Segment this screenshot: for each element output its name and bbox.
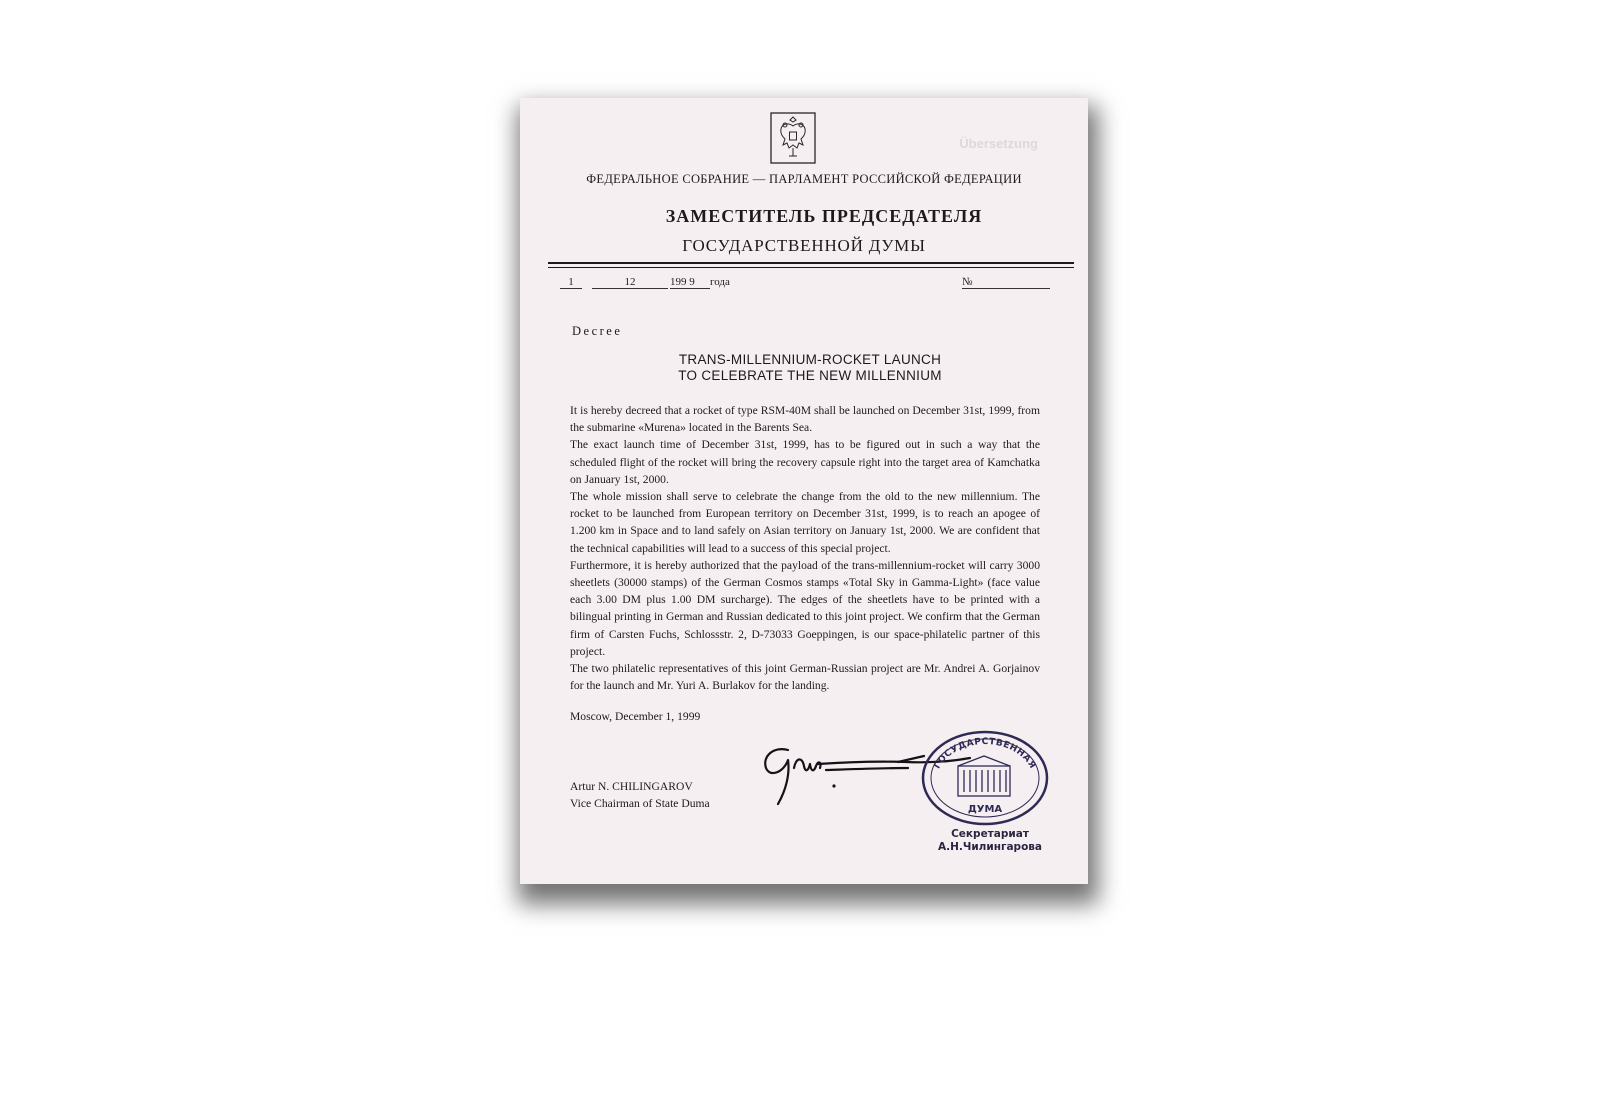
stamp-caption-line1: Секретариат bbox=[951, 828, 1029, 840]
stamp-caption-line2: А.Н.Чилингарова bbox=[937, 841, 1043, 853]
date-suffix: года bbox=[710, 276, 730, 288]
signer-name: Artur N. CHILINGAROV bbox=[570, 780, 693, 793]
dateline bbox=[550, 276, 1074, 292]
body-paragraph: Furthermore, it is hereby authorized that the payload of the trans-millennium-rocket will carry 3000 sheetlets (30000 stamps) of the German Cosmos stamps «Total Sky in Gamma-Light» (face value each 3.00 DM plus 1.00 DM surcharge). The edges of the sheetlets have to be printed with a bilingual printing in German and Russian dedicated to this joint project. We confirm that the German firm of Carsten Fuchs, Schlossstr. 2, D-73033 Goeppingen, is our space-philatelic partner of this project. bbox=[570, 558, 1040, 658]
date-day: 1 bbox=[560, 276, 582, 289]
date-month: 12 bbox=[592, 276, 668, 289]
signer-title: Vice Chairman of State Duma bbox=[570, 797, 710, 810]
office-title-line2: ГОСУДАРСТВЕННОЙ ДУМЫ bbox=[682, 236, 926, 255]
double-headed-eagle-icon bbox=[770, 112, 816, 164]
decree-document bbox=[520, 98, 1088, 884]
title-line1: TRANS-MILLENNIUM-ROCKET LAUNCH bbox=[678, 352, 942, 367]
body-paragraph: The two philatelic representatives of this joint German-Russian project are Mr. Andrei A. Gorjainov for the launch and Mr. Yuri A. Burlakov for the landing. bbox=[570, 662, 1040, 693]
header-rule-thin bbox=[548, 267, 1074, 268]
svg-text:ДУМА: ДУМА bbox=[967, 804, 1003, 815]
document-body bbox=[570, 402, 1040, 694]
stamp-caption bbox=[915, 828, 1065, 854]
show-through-text: Übersetzung bbox=[959, 136, 1038, 151]
signer-block bbox=[570, 778, 710, 812]
svg-text:ГОСУДАРСТВЕННАЯ: ГОСУДАРСТВЕННАЯ bbox=[932, 736, 1038, 771]
organization-name: ФЕДЕРАЛЬНОЕ СОБРАНИЕ — ПАРЛАМЕНТ РОССИЙСКОЙ ФЕДЕРАЦИИ bbox=[586, 172, 1022, 186]
document-title bbox=[660, 352, 960, 384]
body-paragraph: The whole mission shall serve to celebrate the change from the old to the new millennium. The rocket to be launched from European territory on December 31st, 1999, is to reach an apogee of 1.200 km in Space and to land safely on Asian territory on January 1st, 2000. We are confident that the technical capabilities will lead to a success of this special project. bbox=[570, 490, 1040, 555]
body-paragraph: The exact launch time of December 31st, 1999, has to be figured out in such a way that the scheduled flight of the rocket will bring the recovery capsule right into the target area of Kamchatka on January 1st, 2000. bbox=[570, 438, 1040, 486]
document-type-label: Decree bbox=[572, 324, 623, 338]
header-rule bbox=[548, 262, 1074, 264]
official-seal bbox=[918, 726, 1052, 828]
date-year: 199 9 bbox=[670, 276, 710, 289]
office-title-line1: ЗАМЕСТИТЕЛЬ ПРЕДСЕДАТЕЛЯ bbox=[665, 206, 983, 226]
document-number: № bbox=[962, 276, 1050, 289]
title-line2: TO CELEBRATE THE NEW MILLENNIUM bbox=[678, 368, 942, 383]
place-date: Moscow, December 1, 1999 bbox=[570, 710, 701, 723]
body-paragraph: It is hereby decreed that a rocket of type RSM-40M shall be launched on December 31st, 1999, from the submarine «Murena» located in the Barents Sea. bbox=[570, 404, 1040, 435]
